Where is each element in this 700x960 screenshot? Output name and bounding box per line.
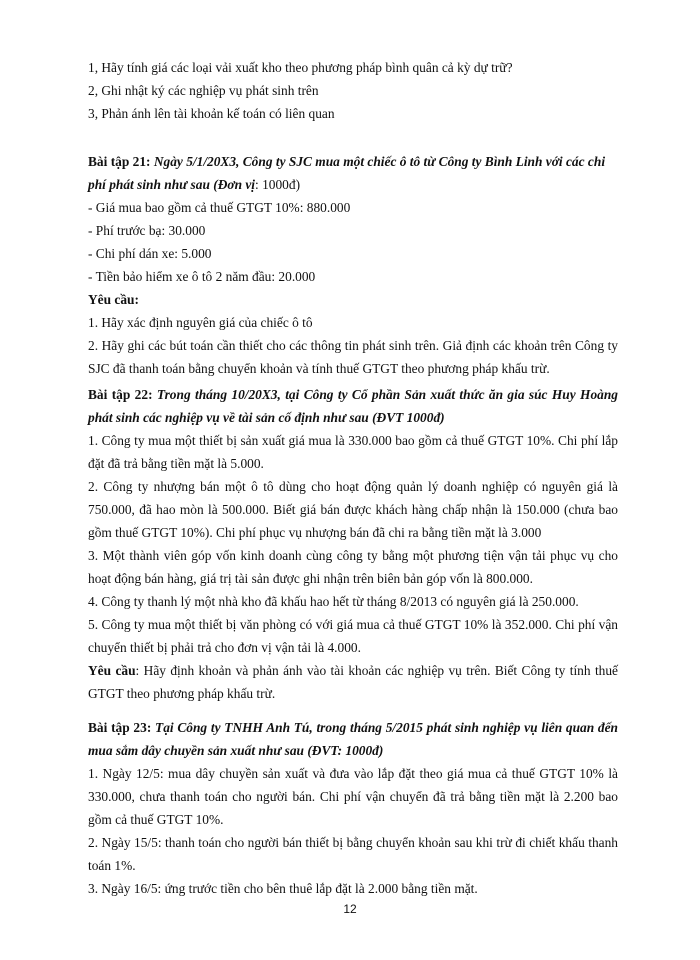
- exercise-22-requirement-text: : Hãy định khoản và phản ánh vào tài khoản các nghiệp vụ trên. Biết Công ty tính thuế GTGT theo phương pháp khấu trừ.: [88, 663, 619, 701]
- exercise-22-item-4: 4. Công ty thanh lý một nhà kho đã khấu hao hết từ tháng 8/2013 có nguyên giá là 250.000.: [88, 594, 579, 609]
- exercise-21-desc-1: Ngày 5/1/20X3, Công ty SJC mua một chiếc ô tô từ Công ty Bình Linh với các chi: [153, 154, 606, 169]
- exercise-21-heading-line2: [88, 173, 618, 196]
- exercise-22-desc: Trong tháng 10/20X3, tại Công ty Cổ phần Sản xuất thức ăn gia súc Huy Hoàng phát sinh các nghiệp vụ về tài sản cố định như sau (ĐVT 1000đ): [88, 387, 618, 425]
- exercise-22-heading: [88, 383, 618, 429]
- exercise-22-label: Bài tập 22:: [88, 387, 153, 402]
- top-questions: [88, 56, 618, 125]
- exercise-21-label: Bài tập 21:: [88, 154, 151, 169]
- exercise-22-item-1: 1. Công ty mua một thiết bị sản xuất giá mua là 330.000 bao gồm cả thuế GTGT 10%. Chi phí lắp đặt đã trả bằng tiền mặt là 5.000.: [88, 433, 618, 471]
- exercise-22-item-5: 5. Công ty mua một thiết bị văn phòng có với giá mua cả thuế GTGT 10% là 352.000. Chi phí vận chuyển thiết bị phải trả cho đơn vị vận tải là 4.000.: [88, 617, 618, 655]
- question-1: 1, Hãy tính giá các loại vải xuất kho theo phương pháp bình quân cả kỳ dự trữ?: [88, 60, 513, 75]
- question-2: 2, Ghi nhật ký các nghiệp vụ phát sinh trên: [88, 83, 319, 98]
- exercise-21-requirement-1: 1. Hãy xác định nguyên giá của chiếc ô tô: [88, 315, 313, 330]
- exercise-23-item-1: 1. Ngày 12/5: mua dây chuyền sản xuất và đưa vào lắp đặt theo giá mua cả thuế GTGT 10% là 330.000, chưa thanh toán cho người bán. Chi phí vận chuyển đã trả bằng tiền mặt là 2.200 bao gồm cả thuế GTGT 10%.: [88, 766, 618, 827]
- exercise-21-item: - Phí trước bạ: 30.000: [88, 223, 206, 238]
- question-3: 3, Phản ánh lên tài khoản kế toán có liên quan: [88, 106, 335, 121]
- exercise-23-item-2: 2. Ngày 15/5: thanh toán cho người bán thiết bị bằng chuyển khoản sau khi trừ đi chiết khấu thanh toán 1%.: [88, 835, 618, 873]
- exercise-21-requirements-label: Yêu cầu:: [88, 292, 139, 307]
- exercise-23-item-3: 3. Ngày 16/5: ứng trước tiền cho bên thuê lắp đặt là 2.000 bằng tiền mặt.: [88, 881, 478, 896]
- exercise-22-item-2: 2. Công ty nhượng bán một ô tô dùng cho hoạt động quản lý doanh nghiệp có nguyên giá là 750.000, đã hao mòn là 500.000. Biết giá bán được khách hàng chấp nhận là 150.000 (chưa bao gồm thuế GTGT 10%). Chi phí phục vụ nhượng bán đã chi ra bằng tiền mặt là 3.000: [88, 479, 618, 540]
- exercise-22: [88, 383, 618, 705]
- exercise-23-desc: Tại Công ty TNHH Anh Tú, trong tháng 5/2015 phát sinh nghiệp vụ liên quan đến mua sắm dây chuyền sản xuất như sau (ĐVT: 1000đ): [88, 720, 618, 758]
- exercise-22-requirements-label: Yêu cầu: [88, 663, 136, 678]
- exercise-21-item: - Giá mua bao gồm cả thuế GTGT 10%: 880.000: [88, 200, 351, 215]
- exercise-21-item: - Chi phí dán xe: 5.000: [88, 246, 212, 261]
- exercise-23: [88, 716, 618, 900]
- exercise-21: [88, 150, 618, 380]
- exercise-22-item-3: 3. Một thành viên góp vốn kinh doanh cùng công ty bằng một phương tiện vận tải phục vụ cho hoạt động bán hàng, giá trị tài sản được ghi nhận trên biên bản góp vốn là 800.000.: [88, 548, 618, 586]
- exercise-21-requirement-2: 2. Hãy ghi các bút toán cần thiết cho các thông tin phát sinh trên. Giả định các khoản trên Công ty SJC đã thanh toán bằng chuyển khoản và tính thuế GTGT theo phương pháp khấu trừ.: [88, 338, 618, 376]
- exercise-22-requirement: [88, 659, 618, 705]
- exercise-21-heading-line1: [88, 150, 618, 173]
- exercise-21-item: - Tiền bảo hiểm xe ô tô 2 năm đầu: 20.000: [88, 269, 316, 284]
- exercise-23-label: Bài tập 23:: [88, 720, 152, 735]
- exercise-23-heading: [88, 716, 618, 762]
- page-number: 12: [343, 902, 357, 916]
- exercise-21-unit: : 1000đ): [255, 177, 301, 192]
- exercise-21-desc-2: phí phát sinh như sau (Đơn vị: [88, 177, 256, 192]
